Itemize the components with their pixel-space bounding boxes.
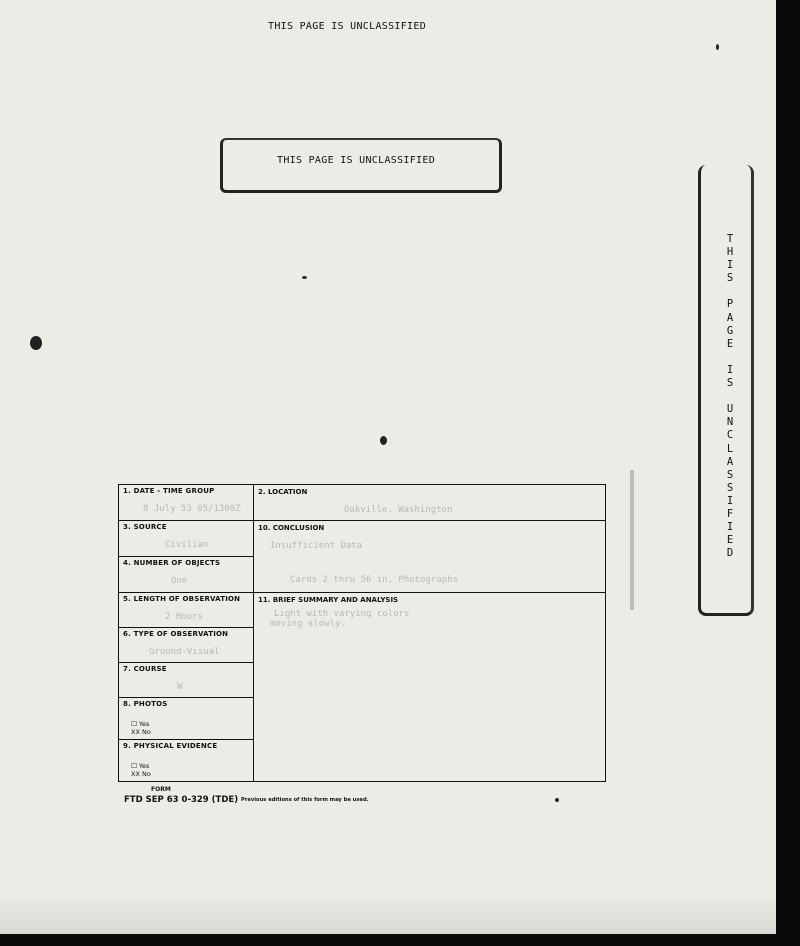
field-course: 7. COURSE W [119,663,253,698]
scan-bottom-edge [0,894,776,934]
footer-form-word: FORM [151,786,171,793]
form-left-column [119,485,254,781]
ink-speck [555,798,559,802]
field-type-of-observation: 6. TYPE OF OBSERVATION Ground-Visual [119,628,253,663]
photos-yes-checkbox[interactable]: ☐ Yes [131,720,150,728]
side-classification-text: T H I S P A G E I S U N C L A S S I F I E D [726,233,734,560]
evidence-no-checkbox[interactable]: XX No [131,770,151,778]
photos-no-checkbox[interactable]: XX No [131,728,151,736]
ink-speck [302,276,307,279]
field-conclusion: 10. CONCLUSION Insufficient Data Cards 2 thru 56 in, Photographs [254,521,605,593]
ink-speck [380,436,387,445]
scan-streak [630,470,634,610]
classification-stamp-text: THIS PAGE IS UNCLASSIFIED [277,155,436,166]
field-physical-evidence: 9. PHYSICAL EVIDENCE ☐ Yes XX No [123,742,218,778]
field-source: 3. SOURCE Civilian [119,521,253,557]
report-form [118,484,606,782]
field-length-of-observation: 5. LENGTH OF OBSERVATION 2 Hours [119,593,253,628]
field-number-of-objects: 4. NUMBER OF OBJECTS One [119,557,253,593]
field-photos: 8. PHOTOS ☐ Yes XX No [119,698,253,740]
ink-blot [30,336,42,350]
evidence-yes-checkbox[interactable]: ☐ Yes [131,762,150,770]
field-brief-summary: 11. BRIEF SUMMARY AND ANALYSIS Light with varying colors moving slowly. [258,596,410,629]
field-date-time-group: 1. DATE - TIME GROUP 8 July 53 05/1300Z [119,485,253,521]
field-location: 2. LOCATION Oakville, Washington [254,485,605,521]
footer-edition-note: Previous editions of this form may be used. [241,797,369,803]
ink-speck [716,44,719,50]
footer-form-id: FTD SEP 63 0-329 (TDE) [124,795,239,805]
page-header-stamp: THIS PAGE IS UNCLASSIFIED [268,21,427,32]
